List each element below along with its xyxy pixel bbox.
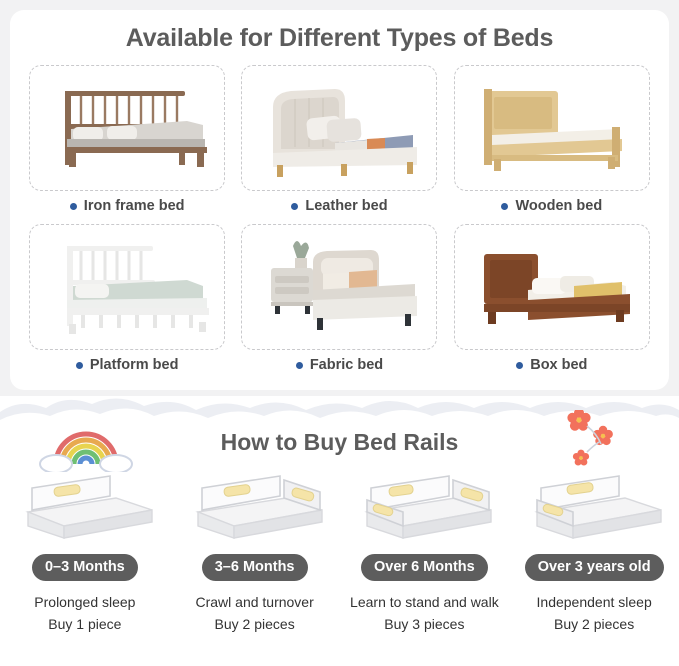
step-description <box>195 592 313 635</box>
step-description-line2: Buy 3 pieces <box>384 615 465 632</box>
box-bed-illustration <box>454 224 650 350</box>
step-description <box>350 592 499 635</box>
buying-guide-row <box>0 468 679 635</box>
bed-type-label: Wooden bed <box>515 198 603 214</box>
bed-types-grid <box>26 65 653 379</box>
bed-type-label: Iron frame bed <box>83 198 185 214</box>
age-badge: 0–3 Months <box>32 554 138 581</box>
step-description <box>537 592 652 635</box>
fabric-bed-illustration <box>241 224 437 350</box>
step-description-line2: Buy 2 pieces <box>214 615 295 632</box>
bullet-icon <box>501 203 508 210</box>
bullet-icon <box>70 203 77 210</box>
bed-type-label: Box bed <box>530 357 588 373</box>
age-badge: Over 6 Months <box>361 554 488 581</box>
how-to-buy-section <box>0 396 679 666</box>
bed-type-item <box>238 224 440 379</box>
buying-guide-step <box>340 468 510 635</box>
bed-type-label-row <box>516 357 587 373</box>
bed-type-label: Fabric bed <box>309 357 384 373</box>
page-title: Available for Different Types of Beds <box>125 24 554 52</box>
bed-rail-1-illustration <box>10 468 160 546</box>
leather-bed-illustration <box>241 65 437 191</box>
bed-type-label-row <box>296 357 383 373</box>
bed-type-item <box>451 65 653 220</box>
bed-type-item <box>451 224 653 379</box>
step-description-line1: Learn to stand and walk <box>350 594 499 610</box>
bullet-icon <box>76 362 83 369</box>
bed-type-label-row <box>291 198 387 214</box>
wooden-bed-illustration <box>454 65 650 191</box>
bed-type-label: Platform bed <box>89 357 179 373</box>
bed-rail-4-illustration <box>519 468 669 546</box>
step-description-line2: Buy 1 piece <box>48 615 122 632</box>
section-title: How to Buy Bed Rails <box>220 429 459 455</box>
step-description-line1: Independent sleep <box>536 594 652 610</box>
bed-type-label-row <box>501 198 602 214</box>
bullet-icon <box>291 203 298 210</box>
step-description-line1: Prolonged sleep <box>34 594 136 610</box>
step-description-line2: Buy 2 pieces <box>554 615 635 632</box>
step-description <box>34 592 135 635</box>
platform-bed-illustration <box>29 224 225 350</box>
bullet-icon <box>516 362 523 369</box>
bed-type-label-row <box>76 357 179 373</box>
bed-type-label: Leather bed <box>305 198 388 214</box>
iron-frame-bed-illustration <box>29 65 225 191</box>
bed-rail-3-illustration <box>349 468 499 546</box>
buying-guide-step <box>509 468 679 635</box>
bed-type-item <box>26 224 228 379</box>
bed-types-card <box>10 10 669 390</box>
bed-type-item <box>238 65 440 220</box>
age-badge: 3–6 Months <box>202 554 308 581</box>
bed-rail-2-illustration <box>180 468 330 546</box>
buying-guide-step <box>170 468 340 635</box>
bed-type-item <box>26 65 228 220</box>
bullet-icon <box>296 362 303 369</box>
step-description-line1: Crawl and turnover <box>195 594 314 610</box>
age-badge: Over 3 years old <box>525 554 664 581</box>
buying-guide-step <box>0 468 170 635</box>
bed-type-label-row <box>70 198 185 214</box>
